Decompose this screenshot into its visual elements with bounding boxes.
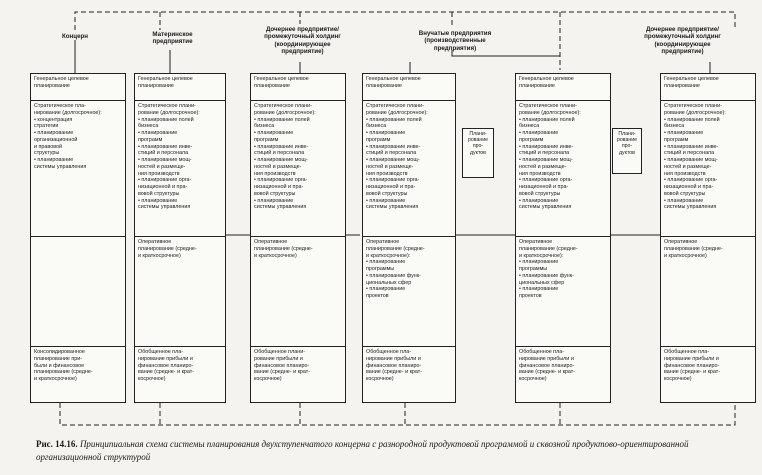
caption-text: Принципиальная схема системы планирования двухступенчатого концерна с разнородной продуктовой программой и сквозной продуктово-ориентированной организационной структурой [36, 439, 689, 463]
column-grandchild-2 [515, 73, 611, 403]
strategic-planning: Стратегическое пла- нирование (долгосрочное): • концентрация стратегии • планирование организационной и правовой структуры • планирование системы управления [31, 100, 125, 236]
caption-label: Рис. 14.16. [36, 439, 78, 449]
general-goal-planning: Генеральное целевое планирование [138, 76, 193, 89]
financial-planning: Обобщенное плани- рование прибыли и финансовое планиро- вание (средне- и крат- косрочное) [251, 346, 345, 404]
operative-planning: Оперативное планирование (средне- и краткосрочное): • планирование программы • планирование функ- циональных сфер • планирование проектов [363, 236, 455, 346]
strategic-planning: Стратегическое плани- рование (долгосрочное): • планирование полей бизнеса • планирование программ • планирование инве- стиций и персонала • планирование мощ- ностей и размеще- ния производств • планирование орга- низационной и пра- вовой структуры • планирование системы управления [251, 100, 345, 236]
product-planning-block-1: Плани- рование про- дуктов [462, 128, 494, 178]
header-subsidiary-2: Дочернее предприятие/ промежуточный холдинг (координирующее предприятие) [644, 26, 721, 56]
product-planning-block-2: Плани- рование про- дуктов [612, 128, 642, 174]
strategic-planning: Стратегическое плани- рование (долгосрочное): • планирование полей бизнеса • планирование программ • планирование инве- стиций и персонала • планирование мощ- ностей и размеще- ния производств • планирование орга- низационной и пра- вовой структуры • планирование системы управления [516, 100, 610, 236]
strategic-planning: Стратегическое плани- рование (долгосрочное): • планирование полей бизнеса • планирование программ • планирование инве- стиций и персонала • планирование мощ- ностей и размеще- ния производств • планирование орга- низационной и пра- вовой структуры • планирование системы управления [661, 100, 755, 236]
column-subsidiary-2 [660, 73, 756, 403]
general-goal-planning: Генеральное целевое планирование [664, 76, 719, 89]
header-concern: Концерн [61, 33, 89, 40]
financial-planning: Обобщенное пла- нирование прибыли и финансовое планиро- вание (средне- и крат- косрочное) [661, 346, 755, 404]
header-grandchildren: Внучатые предприятия (производственные предприятия) [418, 30, 492, 52]
bottom-dashed-line [60, 403, 735, 425]
header-parent: Материнское предприятие [152, 31, 193, 46]
operative-planning: Оперативное планирование (средне- и краткосрочное) [135, 236, 225, 346]
general-goal-planning: Генеральное целевое планирование [366, 76, 421, 89]
general-goal-planning: Генеральное целевое планирование [34, 76, 89, 89]
operative-planning [31, 236, 125, 346]
financial-planning: Обобщенное пла- нирование прибыли и финансовое планиро- вание (средне- и крат- косрочное) [135, 346, 225, 404]
column-subsidiary-1 [250, 73, 346, 403]
operative-planning: Оперативное планирование (средне- и краткосрочное) [661, 236, 755, 346]
column-concern [30, 73, 126, 403]
strategic-planning: Стратегическое плани- рование (долгосрочное): • планирование полей бизнеса • планирование программ • планирование инве- стиций и персонала • планирование мощ- ностей и размеще- ния производств • планирование орга- низационной и пра- вовой структуры • планирование системы управления [363, 100, 455, 236]
financial-planning: Обобщенное пла- нирование прибыли и финансовое планиро- вание (средне- и крат- косрочное) [516, 346, 610, 404]
general-goal-planning: Генеральное целевое планирование [519, 76, 574, 89]
operative-planning: Оперативное планирование (средне- и краткосрочное): • планирование программы • планирование функ- циональных сфер • планирование проектов [516, 236, 610, 346]
strategic-planning: Стратегическое плани- рование (долгосрочное): • планирование полей бизнеса • планирование программ • планирование инве- стиций и персонала • планирование мощ- ностей и размеще- ния производств • планирование орга- низационной и пра- вовой структуры • планирование системы управления [135, 100, 225, 236]
column-grandchild-1 [362, 73, 456, 403]
operative-planning: Оперативное планирование (средне- и краткосрочное) [251, 236, 345, 346]
financial-planning: Обобщенное пла- нирование прибыли и финансовое планиро- вание (средне- и крат- косрочное) [363, 346, 455, 404]
column-parent [134, 73, 226, 403]
general-goal-planning: Генеральное целевое планирование [254, 76, 309, 89]
financial-planning: Консолидированное планирование при- были и финансовое планирование (средне- и краткосрочное) [31, 346, 125, 404]
header-subsidiary-1: Дочернее предприятие/ промежуточный холдинг (координирующее предприятие) [264, 26, 341, 56]
figure-caption [36, 438, 736, 464]
